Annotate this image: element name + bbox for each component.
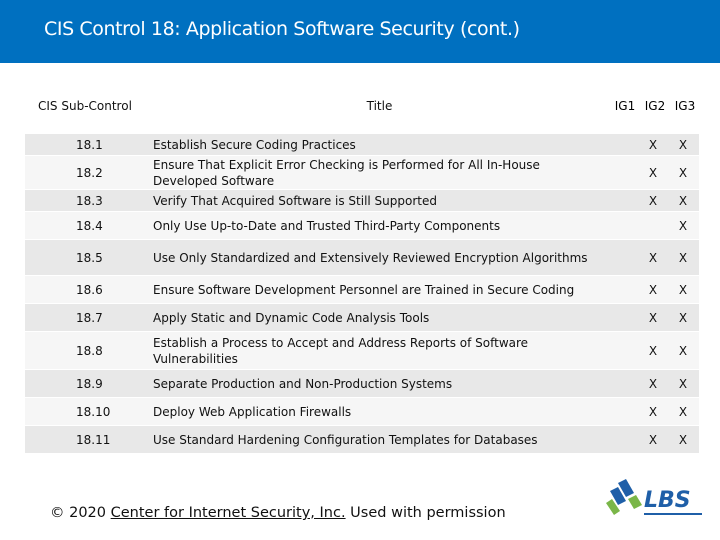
ig3-cell: X xyxy=(678,404,688,419)
cis-link[interactable]: Center for Internet Security, Inc. xyxy=(110,505,346,521)
table-row xyxy=(25,156,699,190)
table-header-row xyxy=(25,78,699,134)
subcontrol-title: Verify That Acquired Software is Still Supported xyxy=(153,193,437,208)
table-row xyxy=(25,332,699,370)
header-ig-group xyxy=(610,99,700,113)
ig3-cell: X xyxy=(678,376,688,391)
table-row xyxy=(25,190,699,212)
subcontrol-title: Deploy Web Application Firewalls xyxy=(153,404,352,419)
slide-title: CIS Control 18: Application Software Security (cont.) xyxy=(44,18,520,40)
subcontrol-id: 18.10 xyxy=(76,404,111,419)
ig2-cell: X xyxy=(648,432,658,447)
table-row xyxy=(25,370,699,398)
subcontrol-title: Use Only Standardized and Extensively Reviewed Encryption Algorithms xyxy=(153,250,588,265)
subcontrol-title: Ensure That Explicit Error Checking is Performed for All In-House Developed Software xyxy=(153,157,540,188)
subcontrol-id: 18.9 xyxy=(76,376,103,391)
subcontrol-title: Establish a Process to Accept and Address Reports of Software Vulnerabilities xyxy=(153,335,529,366)
table-row xyxy=(25,426,699,454)
logo-mark-icon xyxy=(606,479,642,515)
ig3-cell: X xyxy=(678,250,688,265)
ig3-cell: X xyxy=(678,282,688,297)
copyright-prefix: © 2020 xyxy=(50,505,111,521)
subcontrol-id: 18.3 xyxy=(76,193,103,208)
subcontrol-table xyxy=(25,78,699,454)
ig3-cell: X xyxy=(678,218,688,233)
subcontrol-title: Ensure Software Development Personnel are Trained in Secure Coding xyxy=(153,282,575,297)
subcontrol-id: 18.2 xyxy=(76,165,103,180)
ig3-cell: X xyxy=(678,343,688,358)
table-row xyxy=(25,398,699,426)
ig2-cell: X xyxy=(648,165,658,180)
ig2-cell: X xyxy=(648,137,658,152)
subcontrol-title: Only Use Up-to-Date and Trusted Third-Party Components xyxy=(153,218,501,233)
lbs-logo-icon xyxy=(604,477,714,525)
ig2-cell: X xyxy=(648,310,658,325)
table-row xyxy=(25,276,699,304)
ig2-cell: X xyxy=(648,282,658,297)
ig3-cell: X xyxy=(678,165,688,180)
subcontrol-title: Separate Production and Non-Production Systems xyxy=(153,376,453,391)
subcontrol-id: 18.1 xyxy=(76,137,103,152)
ig2-cell: X xyxy=(648,343,658,358)
logo-text: LBS xyxy=(644,488,691,513)
table-body xyxy=(25,134,699,454)
subcontrol-id: 18.5 xyxy=(76,250,103,265)
ig2-cell: X xyxy=(648,376,658,391)
ig2-cell: X xyxy=(648,404,658,419)
subcontrol-id: 18.4 xyxy=(76,218,103,233)
subcontrol-id: 18.7 xyxy=(76,310,103,325)
subcontrol-title: Use Standard Hardening Configuration Templates for Databases xyxy=(153,432,538,447)
ig2-cell: X xyxy=(648,250,658,265)
title-bar xyxy=(0,0,720,63)
ig3-cell: X xyxy=(678,137,688,152)
ig3-cell: X xyxy=(678,193,688,208)
ig3-cell: X xyxy=(678,432,688,447)
table-row xyxy=(25,212,699,240)
table-row xyxy=(25,134,699,156)
subcontrol-id: 18.11 xyxy=(76,432,111,447)
ig2-cell: X xyxy=(648,193,658,208)
subcontrol-id: 18.6 xyxy=(76,282,103,297)
subcontrol-title: Apply Static and Dynamic Code Analysis Tools xyxy=(153,310,430,325)
header-ig1: IG1 xyxy=(614,98,636,113)
subcontrol-id: 18.8 xyxy=(76,343,103,358)
header-ig3: IG3 xyxy=(674,98,696,113)
table-row xyxy=(25,240,699,276)
ig3-cell: X xyxy=(678,310,688,325)
header-ig2: IG2 xyxy=(644,98,666,113)
header-title: Title xyxy=(366,98,393,113)
copyright-suffix: Used with permission xyxy=(345,505,506,521)
subcontrol-title: Establish Secure Coding Practices xyxy=(153,137,356,152)
copyright-footer xyxy=(50,505,506,521)
header-subcontrol: CIS Sub-Control xyxy=(38,98,132,113)
table-row xyxy=(25,304,699,332)
